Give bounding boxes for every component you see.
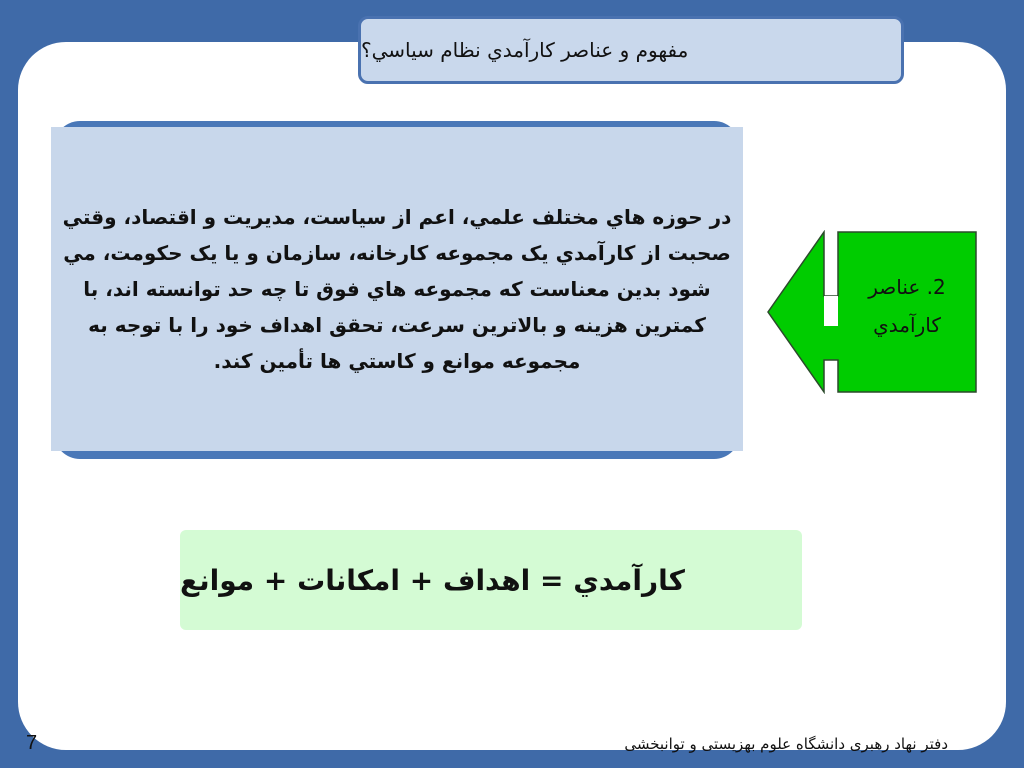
content-paragraph: در حوزه هاي مختلف علمي، اعم از سياست، مديريت و اقتصاد، وقتي صحبت از کارآمدي يک مجموعه کارخانه، سازمان و يا يک حکومت، مي شود بدين معناست که مجموعه هاي فوق تا چه حد توانسته اند، با کمترين هزينه و بالاترين سرعت، تحقق اهداف خود را با توجه به مجموعه موانع و کاستي ها تأمين کند. (62, 205, 732, 373)
arrow-label (840, 268, 974, 344)
slide-title: مفهوم و عناصر کارآمدي نظام سياسي؟ (361, 38, 689, 62)
formula-box (180, 530, 802, 630)
content-box (51, 127, 743, 451)
slide-title-box (358, 16, 904, 84)
formula-text: کارآمدي = اهداف + امکانات + موانع (180, 563, 685, 597)
arrow-notch (824, 296, 838, 326)
arrow-label-line1: 2. عناصر (868, 275, 946, 299)
page-number: 7 (26, 732, 38, 754)
footer-text: دفتر نهاد رهبری دانشگاه علوم بهزیستی و توانبخشی (624, 735, 948, 753)
arrow-label-line2: کارآمدي (873, 313, 941, 337)
